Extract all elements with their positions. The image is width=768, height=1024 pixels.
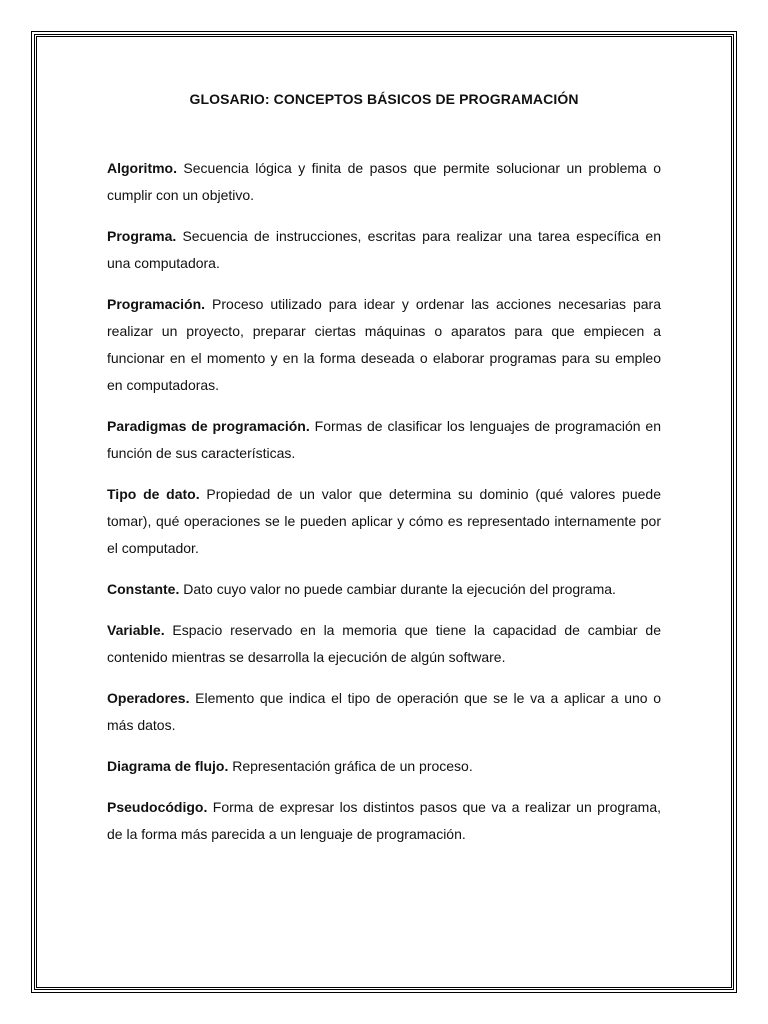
glossary-term: Variable. (107, 622, 165, 638)
glossary-entry-variable (107, 617, 661, 671)
title-text: CONCEPTOS BÁSICOS DE PROGRAMACIÓN (269, 91, 579, 107)
glossary-term: Diagrama de flujo. (107, 758, 229, 774)
glossary-definition: Secuencia de instrucciones, escritas para realizar una tarea específica en una computadora. (107, 228, 661, 271)
glossary-term: Paradigmas de programación. (107, 418, 310, 434)
glossary-entry-paradigmas (107, 413, 661, 467)
glossary-term: Programa. (107, 228, 177, 244)
glossary-term: Pseudocódigo. (107, 799, 208, 815)
glossary-entry-programacion (107, 291, 661, 399)
glossary-term: Tipo de dato. (107, 486, 200, 502)
glossary-entry-pseudocodigo (107, 794, 661, 848)
title-label: GLOSARIO: (189, 91, 270, 107)
glossary-definition: Dato cuyo valor no puede cambiar durante la ejecución del programa. (179, 581, 616, 597)
glossary-definition: Propiedad de un valor que determina su dominio (qué valores puede tomar), qué operaciones se le pueden aplicar y cómo es representado internamente por el computador. (107, 486, 661, 556)
glossary-list (107, 155, 661, 862)
glossary-term: Programación. (107, 296, 206, 312)
glossary-term: Algoritmo. (107, 160, 177, 176)
glossary-definition: Proceso utilizado para idear y ordenar las acciones necesarias para realizar un proyecto, preparar ciertas máquinas o aparatos para que empiecen a funcionar en el momento y en la forma deseada o elaborar programas para su empleo en computadoras. (107, 296, 661, 393)
glossary-entry-operadores (107, 685, 661, 739)
glossary-definition: Espacio reservado en la memoria que tiene la capacidad de cambiar de contenido mientras se desarrolla la ejecución de algún software. (107, 622, 661, 665)
page-title (0, 91, 768, 107)
glossary-entry-constante (107, 576, 661, 603)
glossary-definition: Formas de clasificar los lenguajes de programación en función de sus características. (107, 418, 661, 461)
glossary-entry-programa (107, 223, 661, 277)
glossary-definition: Forma de expresar los distintos pasos que va a realizar un programa, de la forma más parecida a un lenguaje de programación. (107, 799, 661, 842)
glossary-definition: Representación gráfica de un proceso. (228, 758, 473, 774)
glossary-term: Operadores. (107, 690, 190, 706)
glossary-entry-algoritmo (107, 155, 661, 209)
glossary-entry-tipo-de-dato (107, 481, 661, 562)
glossary-term: Constante. (107, 581, 180, 597)
glossary-definition: Elemento que indica el tipo de operación que se le va a aplicar a uno o más datos. (107, 690, 661, 733)
glossary-entry-diagrama-de-flujo (107, 753, 661, 780)
glossary-definition: Secuencia lógica y finita de pasos que permite solucionar un problema o cumplir con un objetivo. (107, 160, 661, 203)
